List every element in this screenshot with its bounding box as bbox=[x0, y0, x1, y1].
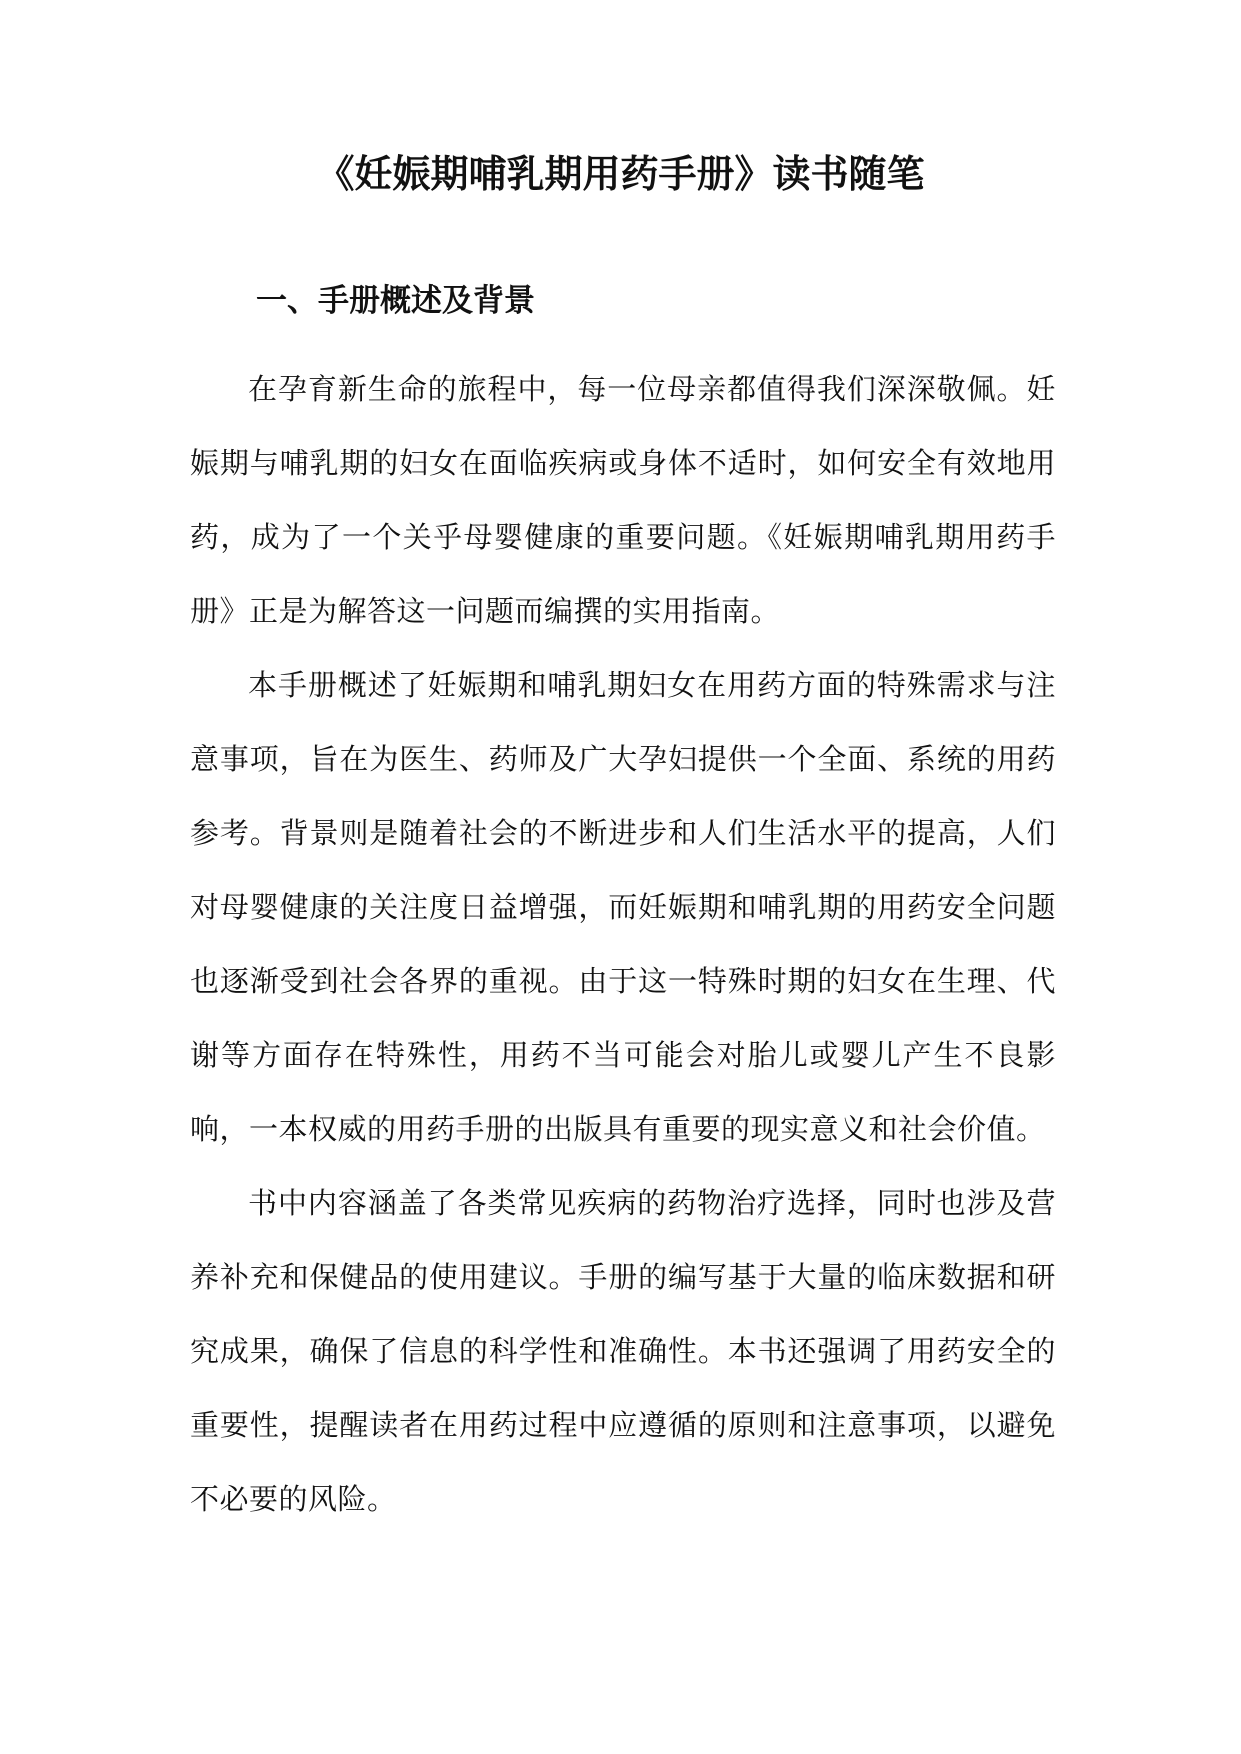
document-title: 《妊娠期哺乳期用药手册》读书随笔 bbox=[316, 152, 925, 196]
section-heading-overview: 一、手册概述及背景 bbox=[256, 283, 535, 319]
paragraph-content: 书中内容涵盖了各类常见疾病的药物治疗选择，同时也涉及营养补充和保健品的使用建议。手册的编写基于大量的临床数据和研究成果，确保了信息的科学性和准确性。本书还强调了用药安全的重要性，提醒读者在用药过程中应遵循的原则和注意事项，以避免不必要的风险。 bbox=[190, 1186, 1056, 1516]
paragraph-background: 本手册概述了妊娠期和哺乳期妇女在用药方面的特殊需求与注意事项，旨在为医生、药师及广大孕妇提供一个全面、系统的用药参考。背景则是随着社会的不断进步和人们生活水平的提高，人们对母婴健康的关注度日益增强，而妊娠期和哺乳期的用药安全问题也逐渐受到社会各界的重视。由于这一特殊时期的妇女在生理、代谢等方面存在特殊性，用药不当可能会对胎儿或婴儿产生不良影响，一本权威的用药手册的出版具有重要的现实意义和社会价值。 bbox=[190, 668, 1056, 1146]
paragraph-intro: 在孕育新生命的旅程中，每一位母亲都值得我们深深敬佩。妊娠期与哺乳期的妇女在面临疾病或身体不适时，如何安全有效地用药，成为了一个关乎母婴健康的重要问题。《妊娠期哺乳期用药手册》正是为解答这一问题而编撰的实用指南。 bbox=[190, 372, 1056, 628]
section-body bbox=[190, 352, 1056, 1536]
